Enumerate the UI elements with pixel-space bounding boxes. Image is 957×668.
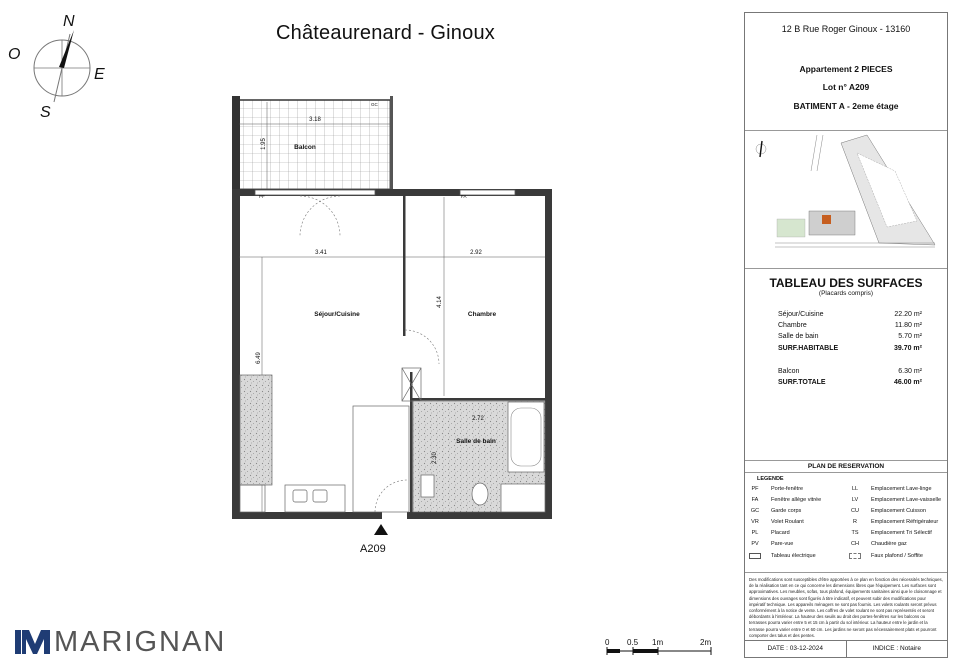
legend-text: Emplacement Tri Sélectif	[871, 530, 932, 536]
legend-item	[749, 541, 793, 547]
legend-code: R	[853, 519, 857, 525]
legend-item	[849, 486, 932, 492]
legend-text: Emplacement Lave-linge	[871, 486, 932, 492]
false-ceiling-icon	[849, 553, 861, 559]
compass-west: O	[8, 46, 21, 63]
legend-item	[849, 508, 926, 514]
scale-tick-1m: 1m	[652, 638, 664, 647]
surface-row	[778, 368, 922, 375]
triangle-up-icon	[374, 524, 388, 535]
surface-value: 11.80 m²	[894, 322, 922, 329]
legend-code: CH	[851, 541, 859, 547]
legend-code: PF	[751, 486, 759, 492]
code-fa: FA	[461, 194, 467, 199]
notes-block	[745, 573, 947, 641]
legend-item	[849, 497, 941, 503]
legend-text: Porte-fenêtre	[771, 486, 804, 492]
surface-row-total-habitable	[778, 345, 922, 352]
compass-rose	[6, 10, 116, 125]
legend-code: PL	[751, 530, 759, 536]
compass-east: E	[94, 66, 105, 83]
legend-code: CU	[851, 508, 859, 514]
plan-reservation-heading: PLAN DE RESERVATION	[745, 461, 947, 473]
legend-item	[749, 530, 790, 536]
surfaces-title: TABLEAU DES SURFACES	[769, 276, 923, 290]
lot-number: Lot n° A209	[822, 82, 870, 92]
surface-value: 22.20 m²	[894, 311, 922, 318]
scale-tick-2m: 2m	[700, 638, 712, 647]
dim-sejour-width: 3.41	[315, 250, 327, 256]
floor-plan	[225, 90, 555, 520]
room-label-salle-de-bain: Salle de bain	[456, 438, 496, 445]
footer-date: DATE : 03-12-2024	[767, 645, 824, 652]
room-label-balcon: Balcon	[294, 144, 316, 151]
room-label-sejour: Séjour/Cuisine	[314, 311, 360, 318]
info-panel	[744, 12, 948, 658]
marignan-logo	[14, 626, 226, 658]
address: 12 B Rue Roger Ginoux - 13160	[781, 24, 911, 34]
disclaimer-notes: Des modifications sont susceptibles d'être apportées à ce plan en fonction des nécessités techniques, de la réalisation tant en ce qui concerne les dimensions libres que l'équipement. Les surfaces sont approximatives. Les meubles, sofas, tous plafond, équipements sanitaires ainsi que le cloisonnage et dimensions des ouvrages sont figurés à titre indicatif, et peuvent subir des modifications pour impératif technique. Les appareils ménagers ne sont pas fournis. Les volets roulants seront prévus conformément à la notice de vente. Les coffres de volet roulant ne sont pas représentés et seront débordants à l'intérieur. La hauteur des seuils au droit des portes-fenêtres sur les balcons ou terrasses pourra varier entre 5 et 15 cm à partir du sol intérieur. La hauteur entre le jardin et la terrasse pourra varier entre 0 et 60 cm. Les jardins ne seront pas nécessairement plats et pourront comporter des talus et des pentes.	[749, 577, 943, 638]
surface-label: SURF.TOTALE	[778, 379, 826, 386]
dim-balcon-height: 1.95	[261, 138, 267, 150]
legend-text: Emplacement Cuisson	[871, 508, 927, 514]
legend-code: TS	[851, 530, 859, 536]
dim-sejour-height: 6.49	[256, 352, 262, 364]
surface-label: Balcon	[778, 368, 800, 375]
dim-sdb-height: 2.30	[432, 452, 438, 464]
plan-title: Châteaurenard - Ginoux	[276, 22, 495, 44]
footer-bar	[744, 640, 948, 658]
legend-item	[749, 553, 816, 559]
legend-text: Emplacement Lave-vaisselle	[871, 497, 942, 503]
appartement-type: Appartement 2 PIECES	[799, 64, 893, 74]
code-pf: PF	[259, 194, 265, 199]
surface-row	[778, 322, 922, 329]
address-block	[745, 13, 947, 131]
legend-item	[749, 486, 803, 492]
legend-item	[749, 519, 804, 525]
legend-text: Emplacement Réfrigérateur	[871, 519, 939, 525]
compass-south: S	[40, 104, 51, 121]
surface-value: 46.00 m²	[893, 379, 922, 386]
electric-panel-icon	[749, 553, 761, 559]
surface-label: Séjour/Cuisine	[778, 311, 824, 318]
legend-title: LEGENDE	[757, 476, 784, 482]
surface-label: Chambre	[778, 322, 807, 329]
legend-code: PV	[751, 541, 759, 547]
legend-item	[849, 541, 907, 547]
scale-tick-05: 0.5	[627, 638, 639, 647]
legend-item	[849, 530, 932, 536]
legend-code: GC	[750, 508, 760, 514]
unit-entrance-marker	[368, 524, 394, 535]
legend-text: Pare-vue	[771, 541, 794, 547]
surface-row-total	[778, 379, 922, 386]
site-map	[745, 131, 947, 269]
legend-text: Garde corps	[771, 508, 802, 514]
legend-item	[849, 553, 923, 559]
legend-text: Chaudière gaz	[871, 541, 907, 547]
furniture	[240, 368, 421, 512]
batiment-etage: BATIMENT A - 2eme étage	[793, 101, 899, 111]
dim-chambre-width: 2.92	[470, 250, 482, 256]
dim-sdb-width: 2.72	[472, 416, 484, 422]
scale-bar	[596, 638, 716, 660]
legend-text: Fenêtre allège vitrée	[771, 497, 822, 503]
legend-code: LV	[851, 497, 859, 503]
surface-value: 6.30 m²	[898, 368, 922, 375]
surfaces-subtitle: (Placards compris)	[818, 290, 874, 297]
surface-row	[778, 333, 922, 340]
legend-text: Placard	[771, 530, 790, 536]
surface-row	[778, 311, 922, 318]
unit-label: A209	[360, 543, 386, 555]
room-label-chambre: Chambre	[467, 311, 497, 318]
compass-north: N	[63, 13, 75, 30]
surfaces-table	[745, 269, 947, 461]
legend-text: Faux plafond / Soffite	[871, 553, 923, 559]
legend-code: LL	[851, 486, 859, 492]
code-gc: GC	[371, 102, 378, 107]
legend-item	[749, 508, 801, 514]
legend-code: VR	[751, 519, 759, 525]
logo-text: MARIGNAN	[54, 625, 227, 658]
legend-text: Tableau électrique	[771, 553, 816, 559]
legend-block	[745, 461, 947, 573]
dim-balcon-width: 3.18	[309, 117, 321, 123]
surface-label: Salle de bain	[778, 333, 819, 340]
scale-tick-0: 0	[605, 638, 610, 647]
footer-indice: INDICE : Notaire	[846, 641, 948, 657]
legend-item	[749, 497, 821, 503]
legend-code: FA	[751, 497, 759, 503]
legend-item	[849, 519, 938, 525]
surface-value: 39.70 m²	[893, 345, 922, 352]
site-plan-graphic	[745, 131, 947, 267]
surface-label: SURF.HABITABLE	[778, 345, 839, 352]
dim-chambre-height: 4.14	[437, 296, 443, 308]
surface-value: 5.70 m²	[898, 333, 922, 340]
marignan-logo-mark	[14, 627, 52, 657]
legend-text: Volet Roulant	[771, 519, 804, 525]
